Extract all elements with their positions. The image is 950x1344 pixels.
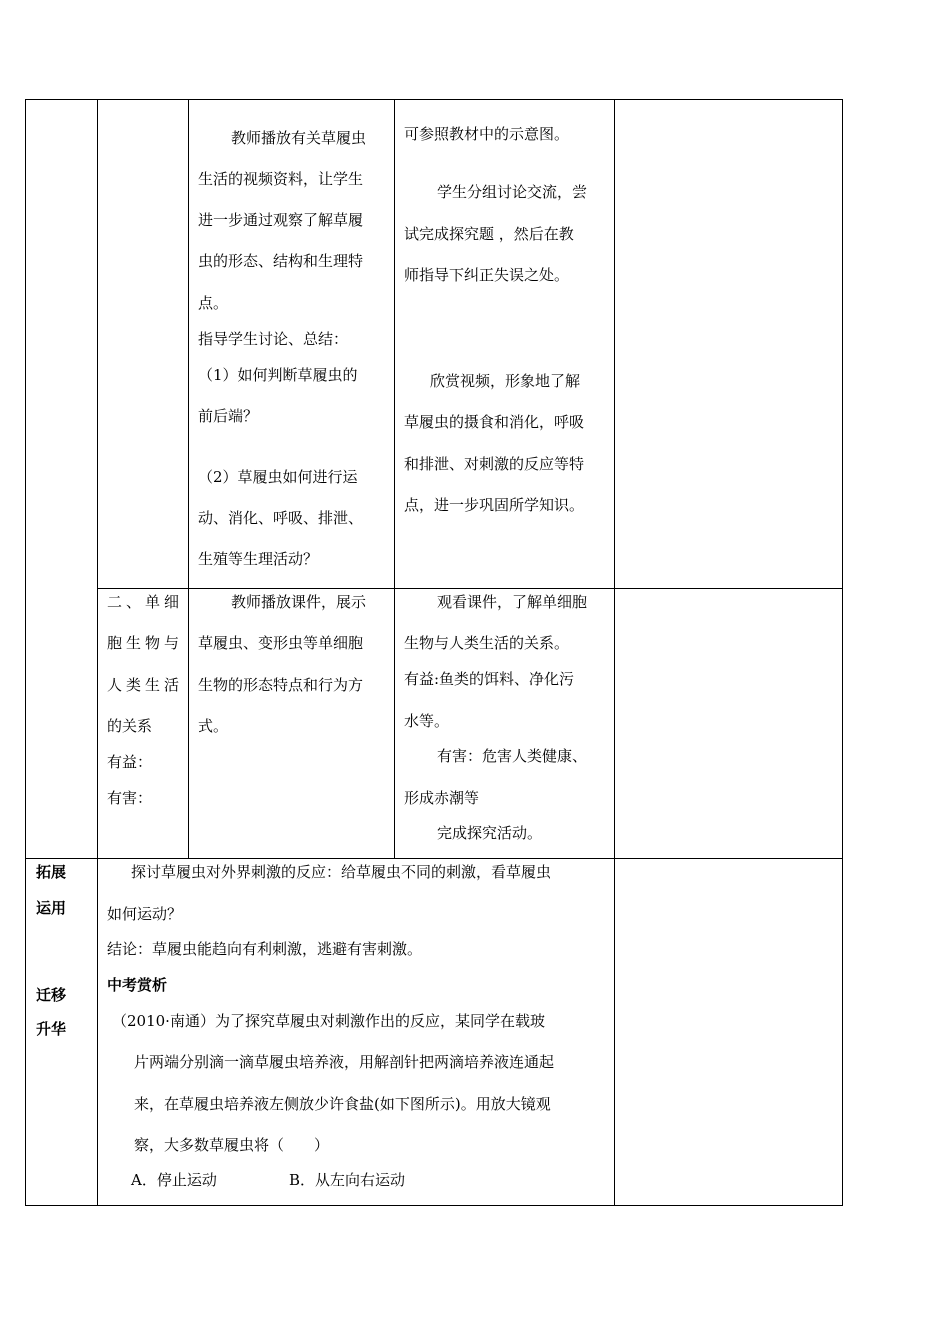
section-label: 运用 (36, 899, 67, 917)
text-line: 可参照教材中的示意图。 (404, 125, 570, 143)
text-line: 点，进一步巩固所学知识。 (404, 496, 585, 514)
text-line: 虫的形态、结构和生理特 (198, 252, 364, 270)
text-line: 水等。 (404, 712, 450, 730)
question-line: 片两端分别滴一滴草履虫培养液，用解剖针把两滴培养液连通起 (134, 1053, 555, 1071)
table-row-line-2 (25, 858, 843, 859)
text-line: 进一步通过观察了解草履 (198, 211, 364, 229)
exam-heading: 中考赏析 (107, 976, 168, 994)
text-line: 如何运动？ (107, 905, 183, 923)
question-line: （2010·南通）为了探究草履虫对刺激作出的反应，某同学在载玻 (112, 1012, 545, 1030)
text-line: 二、单细 (107, 593, 184, 611)
text-line: 学生分组讨论交流，尝 (437, 183, 588, 201)
text-line: 点。 (198, 294, 229, 312)
text-line: 有益： (107, 753, 153, 771)
text-line: 教师播放有关草履虫 (231, 129, 367, 147)
text-line: 试完成探究题 ，然后在教 (404, 225, 574, 243)
text-line: （2）草履虫如何进行运 (198, 468, 358, 486)
text-line: 有害：危害人类健康、 (437, 747, 588, 765)
text-line: 草履虫的摄食和消化，呼吸 (404, 413, 585, 431)
text-line: 生物的形态特点和行为方 (198, 676, 364, 694)
question-line: 察，大多数草履虫将（ ） (134, 1136, 330, 1154)
text-line: 动、消化、呼吸、排泄、 (198, 509, 364, 527)
text-line: （1）如何判断草履虫的 (198, 366, 358, 384)
text-line: 生殖等生理活动？ (198, 550, 319, 568)
text-line: 胞生物与 (107, 634, 184, 652)
table-col-line-1 (97, 99, 98, 1206)
text-line: 生活的视频资料，让学生 (198, 170, 364, 188)
table-col-line-4 (614, 99, 615, 1206)
table-border-top (25, 99, 843, 100)
text-line: 观看课件，了解单细胞 (437, 593, 588, 611)
option-b: B．从左向右运动 (289, 1171, 406, 1189)
text-line: 式。 (198, 717, 229, 735)
text-line: 欣赏视频，形象地了解 (430, 372, 581, 390)
text-line: 和排泄、对刺激的反应等特 (404, 455, 585, 473)
text-line: 形成赤潮等 (404, 789, 480, 807)
text-line: 完成探究活动。 (437, 824, 543, 842)
text-line: 有益:鱼类的饵料、净化污 (404, 670, 575, 688)
table-border-bottom (25, 1205, 843, 1206)
option-a: A．停止运动 (131, 1171, 217, 1189)
question-line: 来，在草履虫培养液左侧放少许食盐(如下图所示)。用放大镜观 (134, 1095, 551, 1113)
text-line: 前后端？ (198, 407, 259, 425)
text-line: 师指导下纠正失误之处。 (404, 266, 570, 284)
text-line: 生物与人类生活的关系。 (404, 634, 570, 652)
text-line: 人类生活 (107, 676, 184, 694)
section-label: 拓展 (36, 863, 67, 881)
text-line: 探讨草履虫对外界刺激的反应：给草履虫不同的刺激，看草履虫 (131, 863, 552, 881)
text-line: 有害： (107, 789, 153, 807)
table-row-line-1 (97, 588, 843, 589)
table-border-right (842, 99, 843, 1206)
section-label: 升华 (36, 1020, 67, 1038)
text-line: 草履虫、变形虫等单细胞 (198, 634, 364, 652)
table-col-line-3 (394, 99, 395, 858)
text-line: 的关系 (107, 717, 153, 735)
table-border-left (25, 99, 26, 1206)
table-col-line-2 (188, 99, 189, 858)
section-label: 迁移 (36, 986, 67, 1004)
text-line: 教师播放课件，展示 (231, 593, 367, 611)
text-line: 结论：草履虫能趋向有利刺激，逃避有害刺激。 (107, 940, 423, 958)
text-line: 指导学生讨论、总结： (198, 330, 349, 348)
